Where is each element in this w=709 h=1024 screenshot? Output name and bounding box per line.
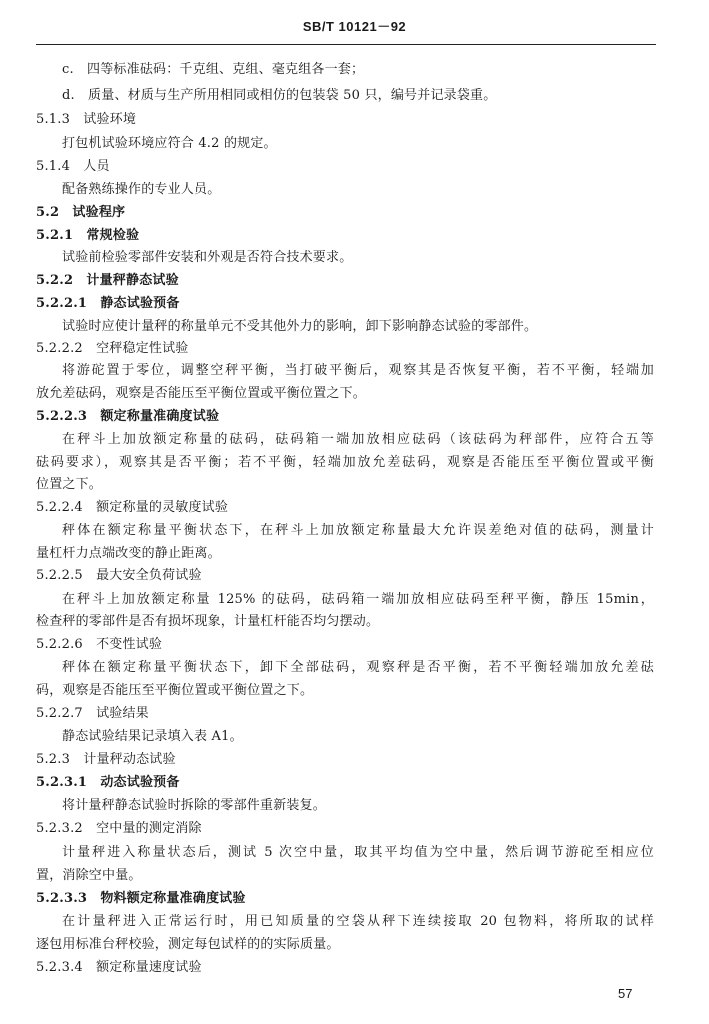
text-line: 码，观察是否能压至平衡位置或平衡位置之下。: [36, 683, 314, 698]
section-heading: 5.2 试验程序: [36, 205, 126, 220]
section-heading: 5.2.2.2 空秤稳定性试验: [36, 341, 189, 356]
section-heading: 5.1.3 试验环境: [36, 112, 137, 127]
text-line: 逐包用标准台秤校验，测定每包试样的的实际质量。: [36, 937, 340, 952]
text-line: 在计量秤进入正常运行时，用已知质量的空袋从秤下连续接取 20 包物料，将所取的试样: [62, 914, 654, 929]
section-heading: 5.2.2.1 静态试验预备: [36, 296, 180, 311]
text-line: 秤体在额定称量平衡状态下，在秤斗上加放额定称量最大允许误差绝对值的砝码，测量计: [62, 523, 654, 538]
section-heading: 5.1.4 人员: [36, 159, 110, 174]
header-rule: [36, 44, 656, 45]
text-line: 打包机试验环境应符合 4.2 的规定。: [62, 136, 277, 151]
section-heading: 5.2.2 计量秤静态试验: [36, 273, 179, 288]
section-heading: 5.2.1 常规检验: [36, 228, 140, 243]
section-heading: 5.2.2.5 最大安全负荷试验: [36, 568, 202, 583]
text-line: 在秤斗上加放额定称量 125% 的砝码，砝码箱一端加放相应砝码至秤平衡，静压 15min，: [62, 592, 654, 607]
section-heading: 5.2.3.1 动态试验预备: [36, 775, 180, 790]
text-line: 量杠杆力点端改变的静止距离。: [36, 546, 221, 561]
text-line: 将计量秤静态试验时拆除的零部件重新装复。: [62, 798, 327, 813]
text-line: d. 质量、材质与生产所用相同或相仿的包装袋 50 只，编号并记录袋重。: [62, 88, 497, 103]
section-heading: 5.2.2.6 不变性试验: [36, 637, 163, 652]
text-line: 试验时应使计量秤的称量单元不受其他外力的影响，卸下影响静态试验的零部件。: [62, 319, 538, 334]
text-line: 放允差砝码，观察是否能压至平衡位置或平衡位置之下。: [36, 386, 367, 401]
section-heading: 5.2.2.4 额定称量的灵敏度试验: [36, 500, 229, 515]
section-heading: 5.2.3.2 空中量的测定消除: [36, 821, 202, 836]
section-heading: 5.2.2.7 试验结果: [36, 706, 149, 721]
text-line: 秤体在额定称量平衡状态下，卸下全部砝码，观察秤是否平衡，若不平衡轻端加放允差砝: [62, 660, 654, 675]
text-line: 静态试验结果记录填入表 A1。: [62, 729, 243, 744]
section-heading: 5.2.3.3 物料额定称量准确度试验: [36, 891, 246, 906]
text-line: 将游砣置于零位，调整空秤平衡，当打破平衡后，观察其是否恢复平衡，若不平衡，轻端加: [62, 363, 654, 378]
text-line: 检查秤的零部件是否有损坏现象，计量杠杆能否均匀摆动。: [36, 614, 380, 629]
text-line: c. 四等标准砝码：千克组、克组、毫克组各一套；: [62, 62, 365, 77]
section-heading: 5.2.3 计量秤动态试验: [36, 752, 176, 767]
text-line: 试验前检验零部件安装和外观是否符合技术要求。: [62, 250, 353, 265]
text-line: 位置之下。: [36, 477, 103, 492]
standard-header: SB/T 10121－92: [302, 19, 407, 34]
text-line: 在秤斗上加放额定称量的砝码，砝码箱一端加放相应砝码（该砝码为秤部件，应符合五等: [62, 432, 654, 447]
section-heading: 5.2.2.3 额定称量准确度试验: [36, 409, 220, 424]
text-line: 配备熟练操作的专业人员。: [62, 182, 221, 197]
text-line: 砝码要求），观察其是否平衡；若不平衡，轻端加放允差砝码，观察是否能压至平衡位置或平衡: [36, 455, 654, 470]
text-line: 计量秤进入称量状态后，测试 5 次空中量，取其平均值为空中量，然后调节游砣至相应位: [62, 845, 654, 860]
text-line: 置，消除空中量。: [36, 868, 142, 883]
section-heading: 5.2.3.4 额定称量速度试验: [36, 960, 202, 975]
page-number: 57: [618, 986, 633, 1001]
